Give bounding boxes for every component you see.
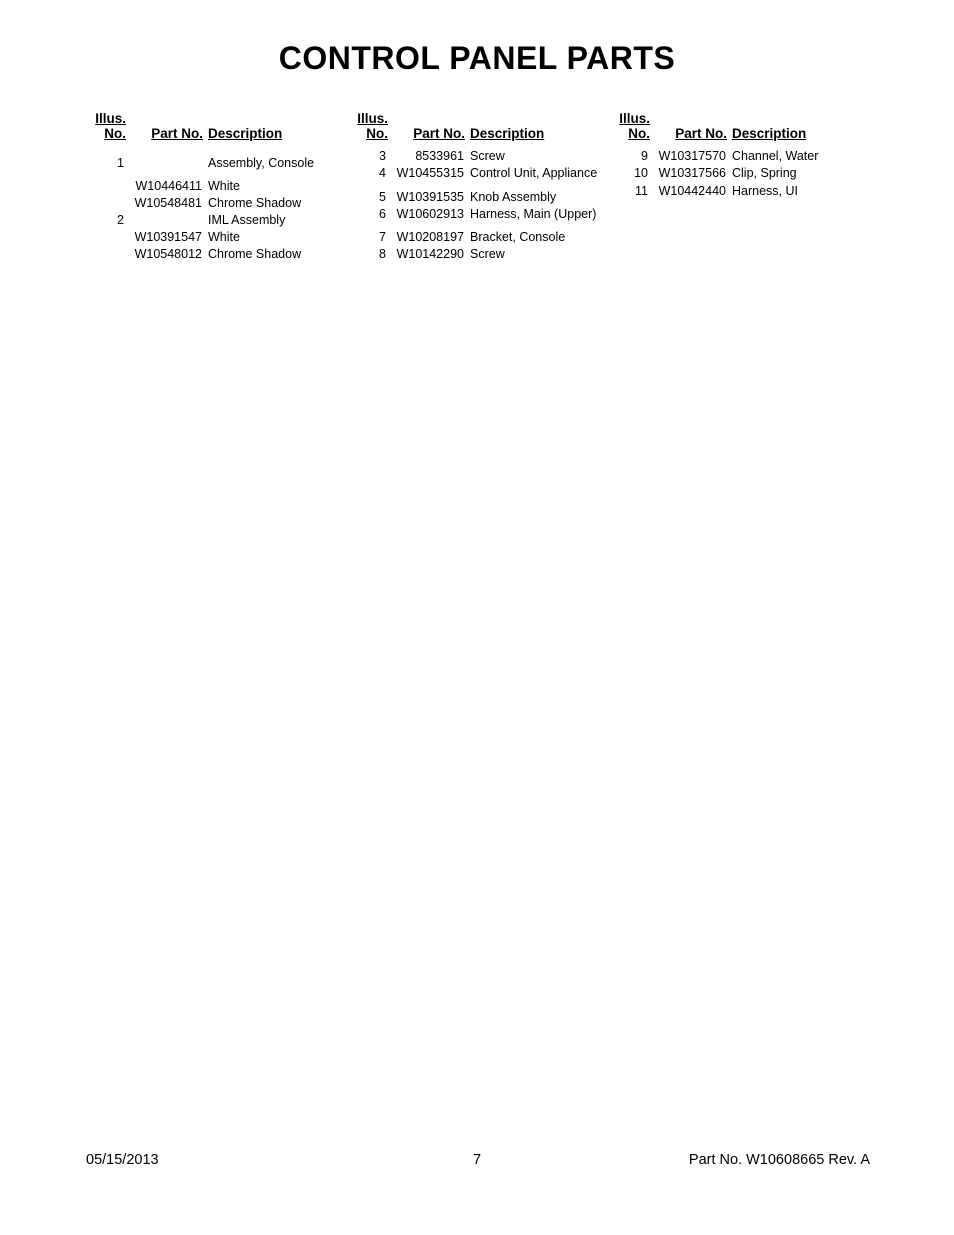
part-number: W10548481 — [134, 196, 202, 210]
header-description: Description — [732, 126, 807, 141]
part-number: W10391535 — [396, 190, 464, 204]
part-description: White — [208, 230, 240, 244]
part-description: Control Unit, Appliance — [470, 166, 598, 180]
part-number: W10548012 — [134, 247, 202, 261]
part-description: Harness, Main (Upper) — [470, 207, 597, 221]
header-description: Description — [470, 126, 545, 141]
part-description: Chrome Shadow — [208, 196, 302, 210]
footer-date: 05/15/2013 — [86, 1152, 159, 1168]
parts-column-1 — [88, 111, 348, 271]
header-no: No. — [628, 126, 650, 141]
table-row — [612, 166, 872, 181]
parts-rows — [88, 111, 348, 271]
table-row — [88, 156, 348, 171]
part-number: W10391547 — [134, 230, 202, 244]
parts-rows — [612, 111, 872, 271]
table-row — [88, 179, 348, 194]
part-number: W10446411 — [135, 179, 202, 193]
part-description: Channel, Water — [732, 149, 819, 163]
part-number: W10442440 — [658, 184, 726, 198]
illus-number: 2 — [117, 213, 124, 227]
header-no: No. — [104, 126, 126, 141]
header-illus: Illus. — [95, 111, 126, 126]
table-row — [350, 207, 610, 222]
part-number: W10455315 — [396, 166, 464, 180]
table-row — [350, 149, 610, 164]
part-number: 8533961 — [415, 149, 464, 163]
part-number: W10142290 — [396, 247, 464, 261]
parts-rows — [350, 111, 610, 271]
footer-page-number: 7 — [472, 1152, 482, 1168]
footer-part-revision: Part No. W10608665 Rev. A — [688, 1152, 870, 1168]
part-number: W10602913 — [396, 207, 464, 221]
table-row — [88, 213, 348, 228]
illus-number: 5 — [379, 190, 386, 204]
part-description: IML Assembly — [208, 213, 286, 227]
part-description: Assembly, Console — [208, 156, 315, 170]
header-illus: Illus. — [357, 111, 388, 126]
parts-column-2 — [350, 111, 610, 271]
part-description: White — [208, 179, 240, 193]
illus-number: 9 — [641, 149, 648, 163]
header-part-no: Part No. — [675, 126, 727, 141]
part-description: Chrome Shadow — [208, 247, 302, 261]
part-number: W10317570 — [658, 149, 726, 163]
illus-number: 7 — [379, 230, 386, 244]
parts-column-3 — [612, 111, 872, 271]
table-row — [350, 190, 610, 205]
illus-number: 11 — [635, 184, 648, 198]
header-no: No. — [366, 126, 388, 141]
illus-number: 6 — [379, 207, 386, 221]
header-description: Description — [208, 126, 283, 141]
table-row — [612, 184, 872, 199]
header-illus: Illus. — [619, 111, 650, 126]
part-number: W10317566 — [658, 166, 726, 180]
illus-number: 4 — [379, 166, 386, 180]
header-part-no: Part No. — [151, 126, 203, 141]
illus-number: 1 — [117, 156, 124, 170]
table-row — [88, 247, 348, 262]
part-description: Screw — [470, 149, 505, 163]
table-row — [612, 149, 872, 164]
part-description: Bracket, Console — [470, 230, 566, 244]
part-description: Knob Assembly — [470, 190, 557, 204]
table-row — [350, 247, 610, 262]
illus-number: 8 — [379, 247, 386, 261]
table-row — [350, 166, 610, 181]
part-number: W10208197 — [396, 230, 464, 244]
header-part-no: Part No. — [413, 126, 465, 141]
illus-number: 3 — [379, 149, 386, 163]
part-description: Clip, Spring — [732, 166, 797, 180]
table-row — [350, 230, 610, 245]
part-description: Harness, UI — [732, 184, 798, 198]
page-title: CONTROL PANEL PARTS — [278, 40, 676, 76]
table-row — [88, 196, 348, 211]
illus-number: 10 — [634, 166, 648, 180]
table-row — [88, 230, 348, 245]
part-description: Screw — [470, 247, 505, 261]
